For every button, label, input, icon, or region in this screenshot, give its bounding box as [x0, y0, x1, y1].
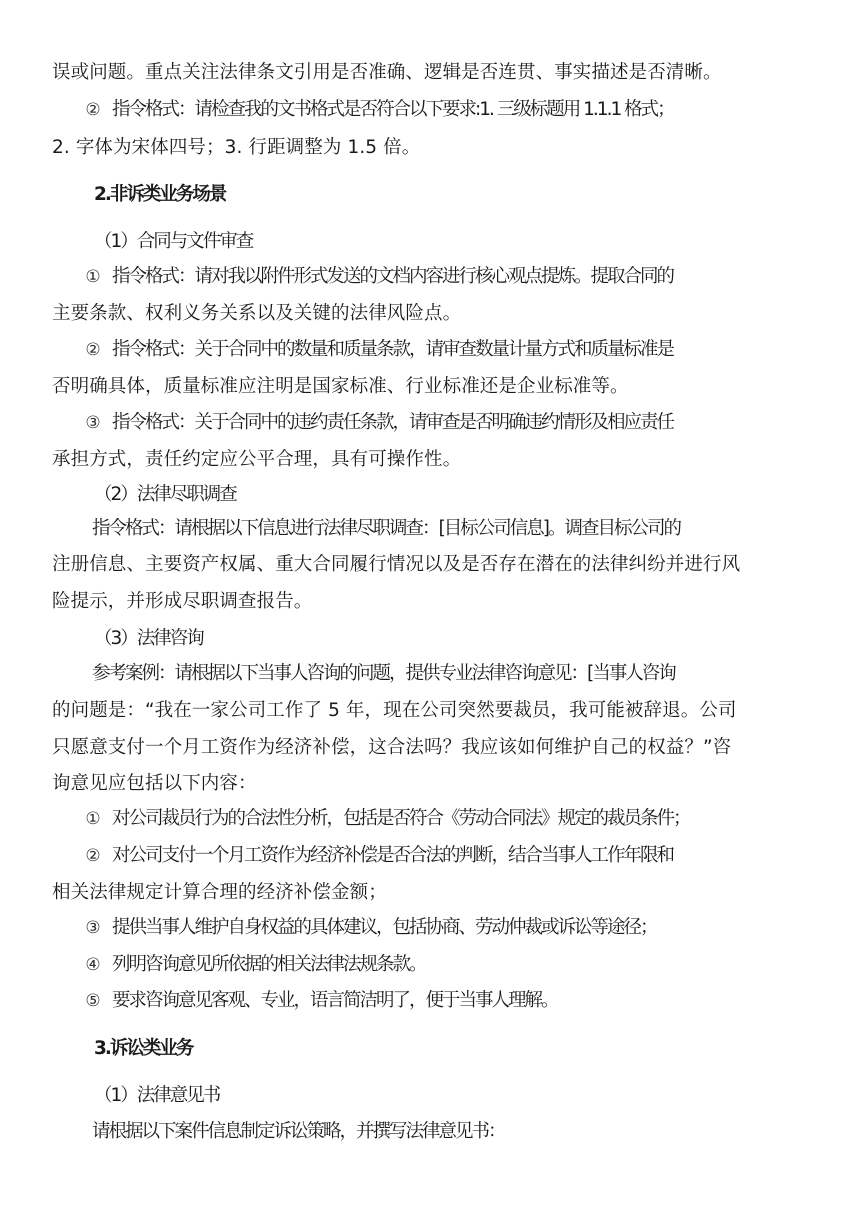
paragraph-line: 参考案例：请根据以下当事人咨询的问题，提供专业法律咨询意见：[当事人咨询 — [92, 663, 675, 684]
circled-number: ② — [85, 340, 99, 360]
paragraph-line: 承担方式，责任约定应公平合理，具有可操作性。 — [52, 449, 462, 470]
paragraph-line: 否明确具体，质量标准应注明是国家标准、行业标准还是企业标准等。 — [52, 376, 629, 397]
circled-number: ① — [85, 809, 99, 829]
list-item: ⑤ 要求咨询意见客观、专业，语言简洁明了，便于当事人理解。 — [72, 992, 832, 1011]
paragraph-line: 险提示，并形成尽职调查报告。 — [52, 591, 313, 612]
paragraph-line: 请根据以下案件信息制定诉讼策略，并撰写法律意见书： — [92, 1121, 505, 1142]
paragraph-line: 误或问题。重点关注法律条文引用是否准确、逻辑是否连贯、事实描述是否清晰。 — [52, 62, 722, 83]
section-heading: 3.诉讼类业务 — [94, 1038, 193, 1059]
paragraph-line: 主要条款、权利义务关系以及关键的法律风险点。 — [52, 303, 462, 324]
circled-number: ③ — [85, 918, 99, 938]
circled-number: ⑤ — [85, 991, 99, 1011]
list-item: ① 对公司裁员行为的合法性分析，包括是否符合《劳动合同法》规定的裁员条件； — [72, 810, 832, 829]
paragraph-line: 询意见应包括以下内容： — [52, 773, 257, 794]
subsection-heading: （1）法律意见书 — [94, 1085, 220, 1106]
circled-number: ④ — [85, 955, 99, 975]
paragraph-line: 的问题是：“我在一家公司工作了 5 年，现在公司突然要裁员，我可能被辞退。公司 — [52, 700, 737, 721]
paragraph-line: 只愿意支付一个月工资作为经济补偿，这合法吗？我应该如何维护自己的权益？”咨 — [52, 737, 732, 758]
paragraph-line: 2. 字体为宋体四号；3. 行距调整为 1.5 倍。 — [52, 137, 421, 158]
paragraph-line: 指令格式：请根据以下信息进行法律尽职调查：[目标公司信息]。调查目标公司的 — [92, 518, 680, 539]
circled-number: ③ — [85, 413, 99, 433]
list-item: ③ 提供当事人维护自身权益的具体建议，包括协商、劳动仲裁或诉讼等途径； — [72, 919, 832, 938]
list-item: ② 指令格式：请检查我的文书格式是否符合以下要求:1. 三级标题用 1.1.1 格式； — [72, 101, 832, 120]
subsection-heading: （3）法律咨询 — [94, 628, 203, 649]
circled-number: ① — [85, 267, 99, 287]
list-item: ① 指令格式：请对我以附件形式发送的文档内容进行核心观点提炼。提取合同的 — [72, 268, 832, 287]
list-item: ② 对公司支付一个月工资作为经济补偿是否合法的判断，结合当事人工作年限和 — [72, 847, 832, 866]
circled-number: ② — [85, 100, 99, 120]
section-heading: 2.非诉类业务场景 — [94, 184, 226, 205]
list-item: ② 指令格式：关于合同中的数量和质量条款，请审查数量计量方式和质量标准是 — [72, 341, 832, 360]
paragraph-line: 注册信息、主要资产权属、重大合同履行情况以及是否存在潜在的法律纠纷并进行风 — [52, 554, 741, 575]
subsection-heading: （2）法律尽职调查 — [94, 484, 236, 505]
list-item: ③ 指令格式：关于合同中的违约责任条款，请审查是否明确违约情形及相应责任 — [72, 414, 832, 433]
paragraph-line: 相关法律规定计算合理的经济补偿金额； — [52, 882, 387, 903]
list-item: ④ 列明咨询意见所依据的相关法律法规条款。 — [72, 956, 832, 975]
circled-number: ② — [85, 846, 99, 866]
subsection-heading: （1）合同与文件审查 — [94, 231, 253, 252]
